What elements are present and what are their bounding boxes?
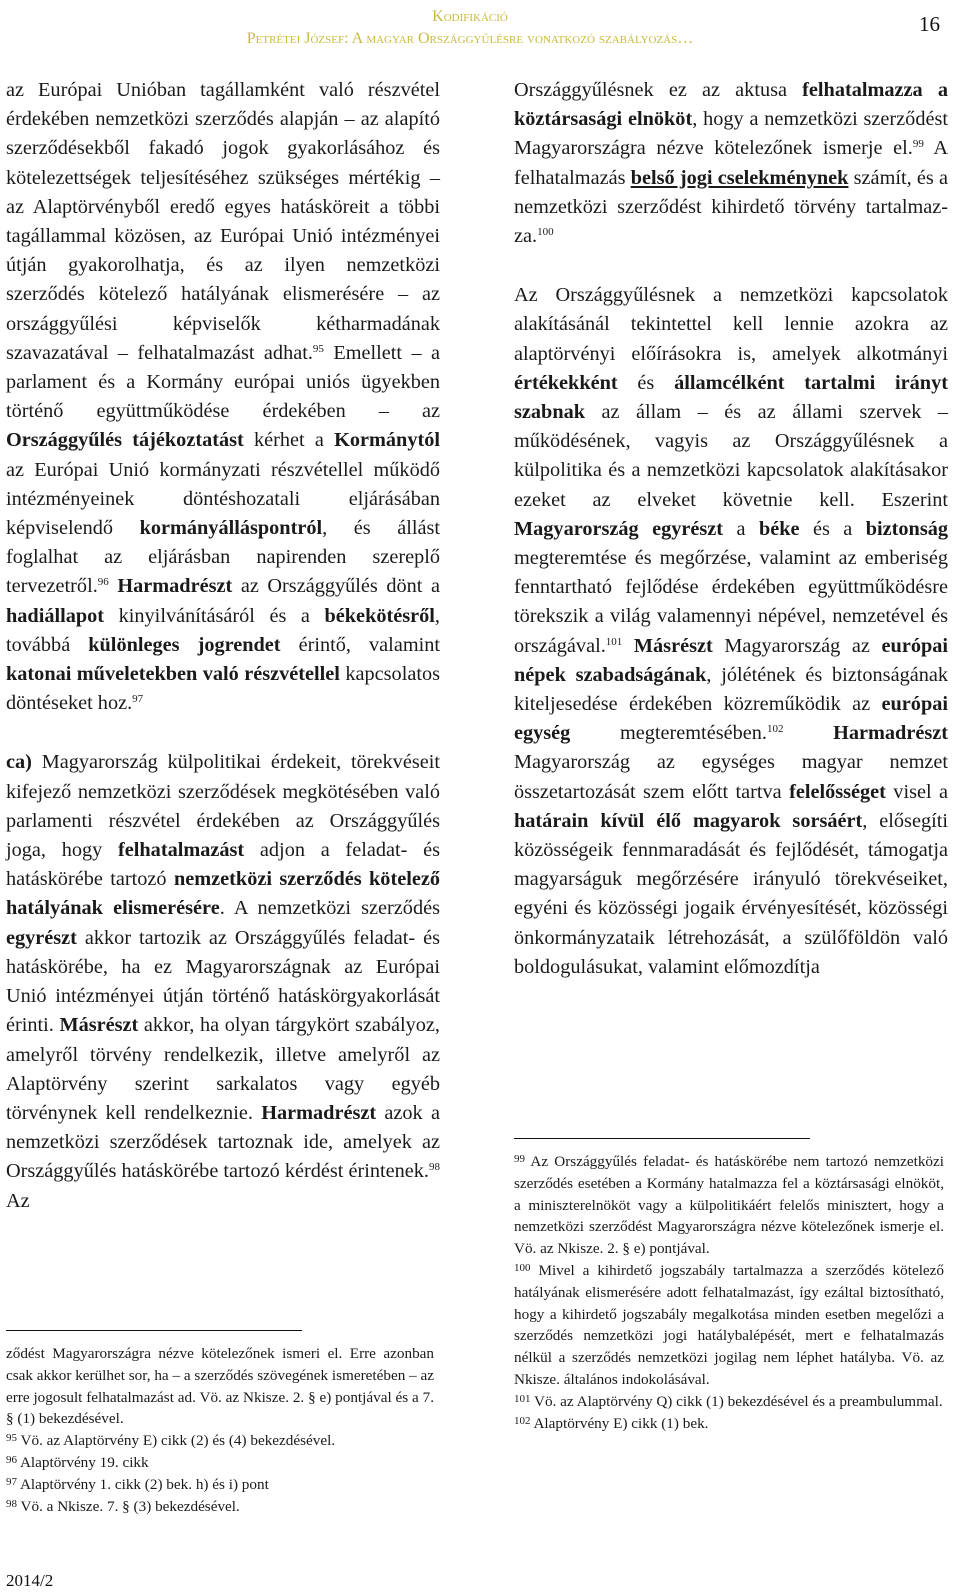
footnote-ref-98[interactable]: 98 [429,1161,440,1174]
footnote-ref-99[interactable]: 99 [912,138,924,151]
footnote-102: $^{102}$ Alaptörvény E) cikk (1) bek. [514,1414,709,1432]
footnote-continuation: ződést Magyarországra nézve kötelezőnek ismeri el. Erre azonban csak akkor kerülhet sor, ha – a szerződés szövegének ismeretében – az erre jogosult felhatalmazást ad. Vö. az Nkisze. 2. § e) pontjával és a 7. § (1) bekezdésével. [6,1345,434,1428]
footnote-ref-101[interactable]: 101 [605,635,623,648]
footnote-95: $^{95}$ Vö. az Alaptörvény E) cikk (2) és (4) bekezdésével. [6,1432,336,1450]
page-number: 16 [919,12,940,36]
footnote-ref-100[interactable]: 100 [537,226,554,239]
footnote-ref-102[interactable]: 102 [766,723,784,736]
footnotes-right [514,1151,944,1434]
left-paragraph-2: ca) Magyarország külpolitikai érdekeit, törekvéseit kifejező nemzetközi szerződések megkötésében való parlamenti részvétel érdekében az Országgyűlés joga, hogy felhatalmazást adjon a feladat- és hatáskörébe tartozó nemzetközi szerződés kötelező hatályának elismerésére. A nemzetközi szerződés egyrészt akkor tartozik az Országgyűlés feladat- és hatáskörébe, ha ez Magyarországnak az Európai Unió intézményei útján történő hatáskörgyakorlását érinti. Másrészt akkor, ha olyan tárgykört szabályoz, amelyről törvény rendelkezik, illetve amelyről az Alaptörvény szerint sarkalatos vagy egyéb törvénynek kell rendelkeznie. Harmadrészt azok a nemzetközi szerződések tartoznak ide, amelyek az Országgyűlés hatáskörébe tartozó kérdést érintenek.$^{98}$ Az [6,751,440,1212]
left-paragraph-1: az Európai Unióban tagállamként való részvétel érdekében nemzetközi szerződés alapján – az alapító szerződésekből fakadó jogok gyakorlásához és kötelezettségek teljesítéséhez szükséges mértékig – az Alaptörvényből eredő egyes hatásköreit a többi tagállammal közösen, az Európai Unió intézményei útján gyakorolhatja, és az ilyen nemzetközi szerződés kötelező hatályának elismerésére – az országgyűlési képviselők kétharmadának szavazatával – felhatalmazást adhat.$^{95}$ Emellett – a parlament és a Kormány európai uniós ügyekben történő együttműködése érdekében – az Országgyűlés tájékoztatást kérhet a Kormánytól az Európai Unió kormányzati részvétellel működő intézményeinek döntéshozatali eljárásában képviselendő kormányálláspontról, és állást foglalhat az eljárásban napirenden szereplő tervezetről.$^{96}$ Harmadrészt az Országgyűlés dönt a hadiállapot kinyilvánításáról és a békekötésről, továbbá különleges jogrendet érintő, valamint katonai műveletekben való részvétellel kapcsolatos döntéseket hoz.$^{97}$ [6,79,441,715]
right-column [514,76,948,982]
left-column [6,76,440,1216]
footnote-96: $^{96}$ Alaptörvény 19. cikk [6,1453,149,1471]
footnote-separator-left [6,1330,302,1331]
article-running-title: Petrétei József: A magyar Országgyűlésre vonatkozó szabályozás… [246,30,694,47]
journal-title: Kodifikáció [432,8,508,25]
footnote-99: $^{99}$ Az Országgyűlés feladat- és hatáskörébe nem tartozó nemzetközi szerződés esetében a Kormány hatalmazza fel a köztársasági elnököt, a miniszterelnököt vagy a külpolitikáért felelős minisztert, hogy a nemzetközi szerződést Magyarországra nézve kötelezőnek ismerje el. Vö. az Nkisze. 2. § e) pontjával. [514,1153,944,1258]
issue-label: 2014/2 [6,1571,54,1590]
footnote-ref-96[interactable]: 96 [97,576,109,589]
footnote-101: $^{101}$ Vö. az Alaptörvény Q) cikk (1) bekezdésével és a preambulummal. [514,1392,943,1410]
footnote-98: $^{98}$ Vö. a Nkisze. 7. § (3) bekezdésével. [6,1497,240,1515]
footnote-100: $^{100}$ Mivel a kihirdető jogszabály tartalmazza a szerződés kötelező hatályának elismerésére adott felhatalmazást, így ezáltal biztosítható, hogy a kihirdető jogszabály megalkotása minden esetben megelőzi a szerződés nemzetközi jogi hatálybalépését, mert e felhatalmazás nélkül a szerződés nemzetközi jogilag nem léphet hatályba. Vö. az Nkisze. általános indokolásával. [514,1261,944,1388]
footnote-separator-right [514,1138,810,1139]
footnote-ref-95[interactable]: 95 [312,342,324,355]
footnotes-left [6,1343,434,1517]
right-paragraph-2: Az Országgyűlésnek a nemzetközi kapcsolatok alakításánál tekintettel kell lennie azokra az alaptörvényi előírásokra is, amelyek alkotmányi értékekként és államcélként tartalmi irányt szabnak az állam – és az állami szervek – működésének, vagyis az Országgyűlésnek a külpolitika és a nemzetközi kapcsolatok alakításakor ezeket az elveket követnie kell. Eszerint Magyarország egyrészt a béke és a biztonság megteremtése és megőrzése, valamint az emberiség fenntartható fejlődése érdekében együttműködésre törekszik a világ valamennyi népével, nemzetével és országával.$^{101}$ Másrészt Magyarország az európai népek szabadságának, jólétének és biztonságának kiteljesedése érdekében közreműködik az európai egység megteremtésében.$^{102}$ Harmadrészt Magyarország az egységes magyar nemzet összetartozását szem előtt tartva felelősséget visel a határain kívül élő magyarok sorsáért, elősegíti közösségeik fennmaradását és fejlődését, támogatja magyarságuk megőrzésére irányuló törekvéseiket, egyéni és közösségi jogaik érvényesítését, közösségi önkormányzataik létrehozását, a szülőföldön való boldogulásukat, valamint előmozdítja [514,284,949,978]
footnote-97: $^{97}$ Alaptörvény 1. cikk (2) bek. h) és i) pont [6,1475,269,1493]
right-paragraph-1: Országgyűlésnek ez az aktusa felhatalmazza a köztársasági elnököt, hogy a nemzetközi szerződést Magyarországra nézve kötelezőnek ismerje el.$^{99}$ A felhatalmazás belső jogi cselekménynek számít, és a nemzetközi szerződést kihirdető törvény tartalmaz-za.$^{100}$ [514,79,949,248]
running-header [150,6,790,50]
footnote-ref-97[interactable]: 97 [132,693,144,706]
